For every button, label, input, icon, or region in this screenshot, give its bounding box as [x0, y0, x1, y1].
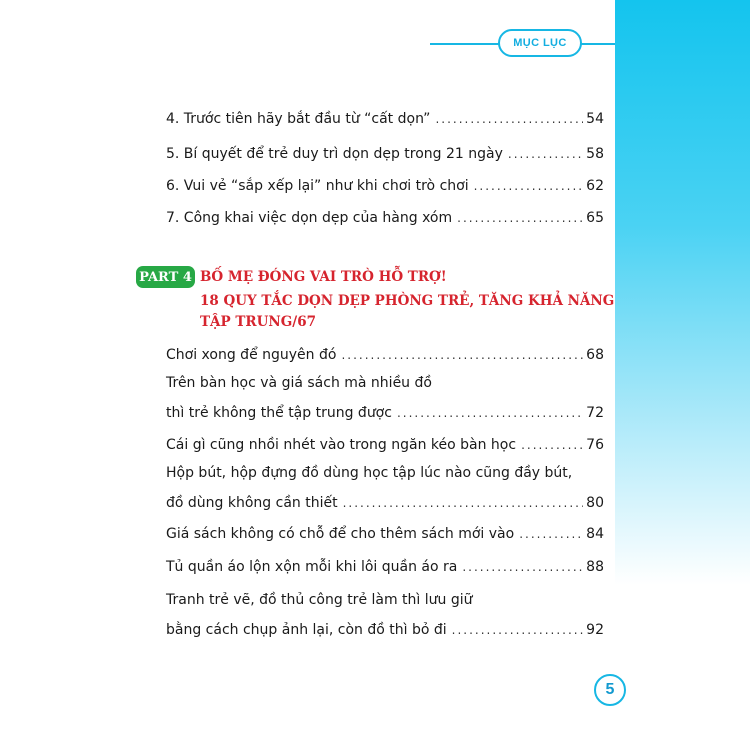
entry-line	[166, 591, 604, 609]
entry-line	[166, 525, 604, 543]
entry-title: thì trẻ không thể tập trung được	[166, 405, 392, 421]
toc-entry[interactable]	[166, 436, 604, 454]
entry-line	[166, 145, 604, 163]
entry-title: 7. Công khai việc dọn dẹp của hàng xóm	[166, 210, 453, 226]
entry-page-number: 72	[586, 405, 604, 421]
entry-title: Giá sách không có chỗ để cho thêm sách mới vào	[166, 526, 515, 542]
part-title-line: 18 QUY TẮC DỌN DẸP PHÒNG TRẺ, TĂNG KHẢ NĂNG	[200, 293, 615, 309]
entry-line	[166, 436, 604, 454]
dot-leader	[457, 209, 583, 227]
entry-title: 5. Bí quyết để trẻ duy trì dọn dẹp trong 21 ngày	[166, 146, 503, 162]
dot-leader	[462, 558, 583, 576]
side-color-strip	[615, 0, 750, 750]
entry-line	[166, 209, 604, 227]
section-header-muc-luc: MỤC LỤC	[498, 29, 582, 57]
toc-entry[interactable]	[166, 374, 604, 422]
entry-line	[166, 464, 604, 482]
toc-entry[interactable]	[166, 525, 604, 543]
entry-line	[166, 374, 604, 392]
entry-line	[166, 177, 604, 195]
dot-leader	[397, 404, 583, 422]
toc-entry[interactable]	[166, 145, 604, 163]
dot-leader	[521, 436, 583, 454]
entry-page-number: 54	[586, 111, 604, 127]
dot-leader	[341, 346, 583, 364]
entry-title: Chơi xong để nguyên đó	[166, 347, 337, 363]
entry-page-number: 62	[586, 178, 604, 194]
entry-title: đồ dùng không cần thiết	[166, 495, 338, 511]
entry-page-number: 76	[586, 437, 604, 453]
dot-leader	[474, 177, 584, 195]
toc-entry[interactable]	[166, 177, 604, 195]
entry-title-first-line: Hộp bút, hộp đựng đồ dùng học tập lúc nào cũng đầy bút,	[166, 465, 573, 481]
toc-entry[interactable]	[166, 558, 604, 576]
entry-title-first-line: Trên bàn học và giá sách mà nhiều đồ	[166, 375, 432, 391]
entry-line	[166, 404, 604, 422]
toc-entry[interactable]	[166, 464, 604, 512]
entry-title: bằng cách chụp ảnh lại, còn đồ thì bỏ đi	[166, 622, 447, 638]
entry-page-number: 68	[586, 347, 604, 363]
entry-page-number: 92	[586, 622, 604, 638]
entry-title: 6. Vui vẻ “sắp xếp lại” như khi chơi trò chơi	[166, 178, 469, 194]
entry-line	[166, 558, 604, 576]
toc-entry[interactable]	[166, 110, 604, 128]
dot-leader	[343, 494, 584, 512]
entry-title: 4. Trước tiên hãy bắt đầu từ “cất dọn”	[166, 111, 431, 127]
entry-title-first-line: Tranh trẻ vẽ, đồ thủ công trẻ làm thì lưu giữ	[166, 592, 473, 608]
entry-page-number: 84	[586, 526, 604, 542]
entry-line	[166, 346, 604, 364]
entry-page-number: 58	[586, 146, 604, 162]
dot-leader	[452, 621, 584, 639]
entry-line	[166, 494, 604, 512]
dot-leader	[519, 525, 583, 543]
entry-page-number: 65	[586, 210, 604, 226]
toc-entry[interactable]	[166, 591, 604, 639]
entry-page-number: 88	[586, 559, 604, 575]
entry-page-number: 80	[586, 495, 604, 511]
part-title-line: TẬP TRUNG/67	[200, 314, 316, 330]
page-number-badge: 5	[594, 674, 626, 706]
dot-leader	[508, 145, 583, 163]
toc-entry[interactable]	[166, 209, 604, 227]
part-title-line: BỐ MẸ ĐÓNG VAI TRÒ HỖ TRỢ!	[200, 269, 447, 285]
entry-line	[166, 621, 604, 639]
entry-line	[166, 110, 604, 128]
toc-entry[interactable]	[166, 346, 604, 364]
entry-title: Cái gì cũng nhồi nhét vào trong ngăn kéo bàn học	[166, 437, 517, 453]
dot-leader	[435, 110, 583, 128]
entry-title: Tủ quần áo lộn xộn mỗi khi lôi quần áo ra	[166, 559, 458, 575]
part-badge: PART 4	[136, 266, 195, 288]
